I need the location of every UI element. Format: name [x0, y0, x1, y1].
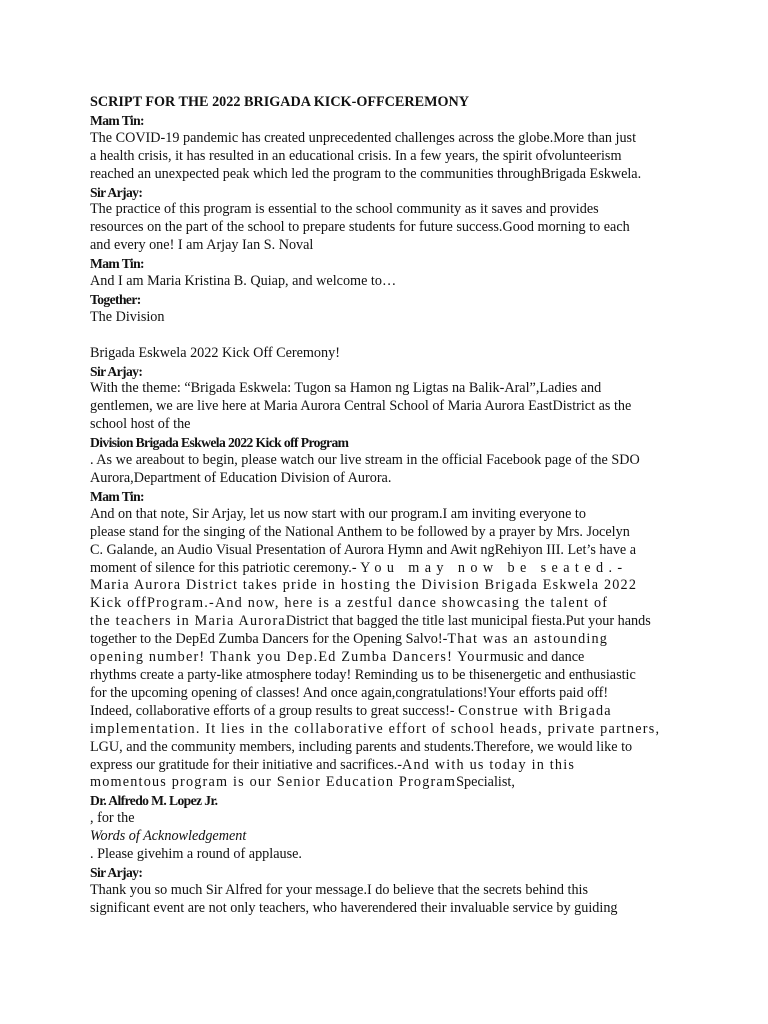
- text-line: and every one! I am Arjay Ian S. Noval: [90, 237, 314, 254]
- text-line: please stand for the singing of the National Anthem to be followed by a prayer by Mrs. Jocelyn: [90, 523, 630, 540]
- text-run: together to the DepEd Zumba Dancers for the Opening Salvo!-: [90, 631, 448, 648]
- text-line: , for the: [90, 810, 135, 827]
- speaker-sir-arjay: Sir Arjay:: [90, 363, 143, 379]
- text-line: [90, 703, 690, 721]
- text-line: The Division: [90, 308, 165, 325]
- text-line: a health crisis, it has resulted in an educational crisis. In a few years, the spirit ofvolunteerism: [90, 147, 622, 164]
- text-line: With the theme: “Brigada Eskwela: Tugon sa Hamon ng Ligtas na Balik-Aral”,Ladies and: [90, 380, 602, 397]
- text-run: Indeed, collaborative efforts of a group results to great success!-: [90, 702, 459, 719]
- text-line: reached an unexpected peak which led the program to the communities throughBrigada Eskwela.: [90, 165, 642, 182]
- speaker-mam-tin: Mam Tin:: [90, 112, 144, 128]
- text-line-italic: Words of Acknowledgement: [90, 828, 247, 845]
- text-line: And I am Maria Kristina B. Quiap, and welcome to…: [90, 273, 397, 290]
- text-run-spaced: the teachers in Maria Aurora: [90, 613, 286, 630]
- speaker-mam-tin: Mam Tin:: [90, 256, 144, 272]
- text-line: school host of the: [90, 416, 191, 433]
- text-line: LGU, and the community members, including parents and students.Therefore, we would like to: [90, 738, 633, 755]
- document-title: SCRIPT FOR THE 2022 BRIGADA KICK-OFFCEREMONY: [90, 94, 470, 110]
- text-line-spaced: implementation. It lies in the collaborative effort of school heads, private partners,: [90, 720, 661, 737]
- text-line: significant event are not only teachers, who haverendered their invaluable service by guiding: [90, 899, 618, 916]
- text-run-spaced: You may now be seated.-: [360, 559, 628, 576]
- text-run-spaced: And with us today in this: [402, 756, 576, 773]
- text-run: moment of silence for this patriotic ceremony.-: [90, 559, 361, 576]
- text-line-spaced: Maria Aurora District takes pride in hosting the Division Brigada Eskwela 2022: [90, 577, 638, 594]
- text-line: And on that note, Sir Arjay, let us now start with our program.I am inviting everyone to: [90, 505, 586, 522]
- text-run: District that bagged the title last municipal fiesta.Put your hands: [285, 613, 651, 630]
- text-run-spaced: momentous program is our Senior Education Program: [90, 774, 457, 791]
- text-run: express our gratitude for their initiative and sacrifices.-: [90, 756, 403, 773]
- text-line: gentlemen, we are live here at Maria Aurora Central School of Maria Aurora EastDistrict as the: [90, 398, 632, 415]
- text-line: The COVID-19 pandemic has created unprecedented challenges across the globe.More than just: [90, 129, 637, 146]
- text-line: resources on the part of the school to prepare students for future success.Good morning to each: [90, 219, 630, 236]
- document-page: [90, 94, 690, 918]
- text-line: . Please givehim a round of applause.: [90, 846, 302, 863]
- speaker-mam-tin: Mam Tin:: [90, 488, 144, 504]
- text-run-spaced: Construe with Brigada: [458, 702, 612, 719]
- speaker-sir-arjay: Sir Arjay:: [90, 184, 143, 200]
- text-line: Brigada Eskwela 2022 Kick Off Ceremony!: [90, 344, 340, 361]
- text-run: Specialist,: [456, 774, 515, 791]
- speaker-together: Together:: [90, 291, 141, 307]
- speaker-sir-arjay: Sir Arjay:: [90, 864, 143, 880]
- blank-line: [90, 327, 690, 345]
- text-line: [90, 774, 690, 792]
- text-line: [90, 560, 690, 578]
- text-line: [90, 649, 690, 667]
- text-line-spaced: Kick offProgram.-And now, here is a zestful dance showcasing the talent of: [90, 595, 609, 612]
- text-line: rhythms create a party-like atmosphere today! Reminding us to be thisenergetic and enthusiastic: [90, 666, 636, 683]
- text-line: C. Galande, an Audio Visual Presentation of Aurora Hymn and Awit ngRehiyon III. Let’s have a: [90, 541, 637, 558]
- text-line: [90, 613, 690, 631]
- speaker-dr-lopez: Dr. Alfredo M. Lopez Jr.: [90, 793, 218, 809]
- text-run: music and dance: [489, 649, 585, 666]
- text-line: [90, 631, 690, 649]
- text-run-spaced: That was an astounding: [447, 631, 609, 648]
- text-line: Aurora,Department of Education Division of Aurora.: [90, 470, 392, 487]
- text-line: . As we areabout to begin, please watch our live stream in the official Facebook page of the SDO: [90, 452, 640, 469]
- text-run-spaced: opening number! Thank you Dep.Ed Zumba Dancers! Your: [90, 649, 490, 666]
- text-line: The practice of this program is essential to the school community as it saves and provides: [90, 201, 599, 218]
- division-program-heading: Division Brigada Eskwela 2022 Kick off Program: [90, 435, 349, 451]
- text-line: [90, 757, 690, 775]
- text-line: Thank you so much Sir Alfred for your message.I do believe that the secrets behind this: [90, 881, 589, 898]
- text-line: for the upcoming opening of classes! And once again,congratulations!Your efforts paid off!: [90, 684, 609, 701]
